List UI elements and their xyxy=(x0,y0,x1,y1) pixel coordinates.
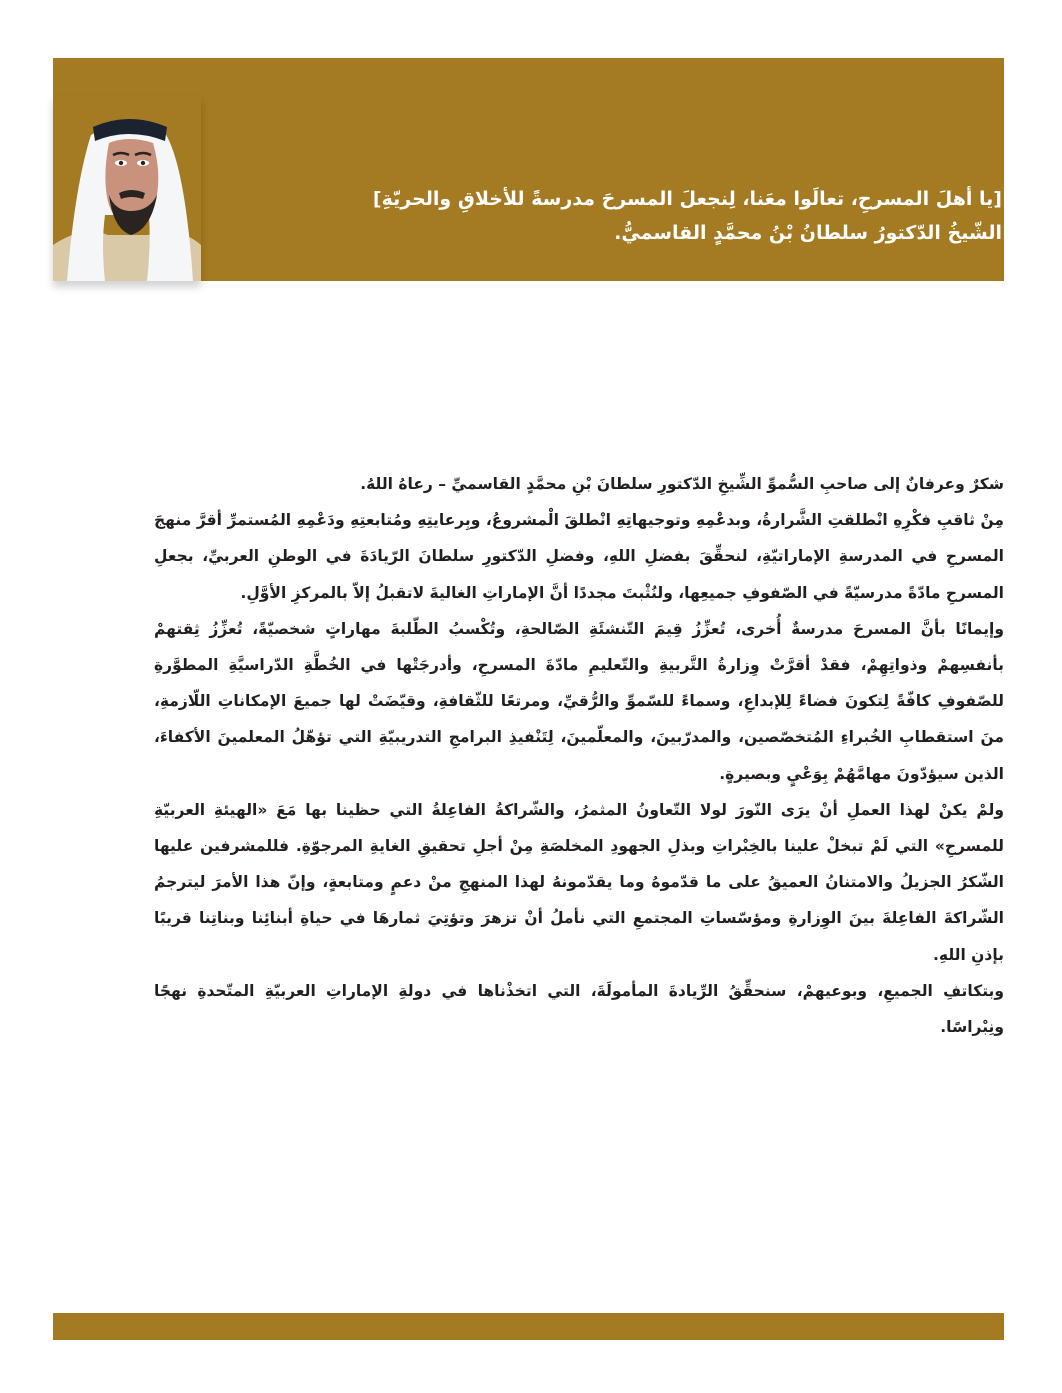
paragraph-origin: مِنْ ثاقبِ فكْرِهِ انْطلقتِ الشَّرارةُ، وبدعْمِهِ وتوجيهاتِهِ انْطلقَ الْمشروعُ، وبِرعايتِهِ ومُتابعتِهِ ودَعْمِهِ المُستمرِّ أقرَّ منهجَ المسرحِ في المدرسةِ الإماراتيّةِ، لنحقِّقَ بفضلِ اللهِ، وفضلِ الدّكتورِ سلطانَ الرّيادَةَ في الوطنِ العربيِّ، بجعلِ المسرحِ مادّةً مدرسيّةً في الصّفوفِ جميعِها، ولنُثْبتَ مجددًا أنَّ الإماراتِ الغاليةَ لاتقبلُ إلاّ بالمركزِ الأوَّلِ. xyxy=(154,511,1004,602)
footer-bar xyxy=(53,1313,1004,1340)
paragraph-closing: وبتكاتفِ الجميعِ، وبوعيهمْ، سنحقِّقُ الرِّيادةَ المأمولَةَ، التي اتخذْناها في دولةِ الإماراتِ العربيّةِ المتّحدةِ نهجًا ونِبْراسًا. xyxy=(154,981,1004,1037)
quote-text: [يا أهلَ المسرحِ، تعالَوا معَنا، لِنجعلَ المسرحَ مدرسةً للأخلاقِ والحريّةِ] xyxy=(372,188,1002,210)
body-text xyxy=(154,466,1004,1045)
person-portrait-icon xyxy=(53,95,201,281)
quote-attribution: الشّيخُ الدّكتورُ سلطانُ بْنُ محمَّدٍ القاسميُّ. xyxy=(614,222,1002,244)
paragraph-ministry: وإيمانًا بأنَّ المسرحَ مدرسةٌ أُخرى، تُعزِّزُ قِيمَ التّنشئَةِ الصّالحةِ، وتُكْسبُ الطّلبةَ مهاراتٍ شخصيّةً، تُعزِّزُ ثِقتهمْ بأنفسِهمْ وذواتِهِمْ، فقدْ أقرَّتْ وِزارةُ التَّربيةِ والتّعليمِ مادّةَ المسرحِ، وأدرجَتْها في الخُطَّةِ الدّراسيَّةِ المطوَّرةِ للصّفوفِ كافّةً لِتكونَ فضاءً لِلإبداعِ، وسماءً للسّموِّ والرُّقيِّ، ومرتعًا للثّقافةِ، وقيّضَتْ لها جميعَ الإمكاناتِ اللّازمةِ، منَ استقطابِ الخُبراءِ المُتخصّصين، والمدرّبينَ، والمعلّمينَ، لِتَنْفيذِ البرامجِ التدريبيّةِ التي تؤهّلُ المعلمينَ الأكفاءَ، الذين سيؤدّونَ مهامَّهُمْ بِوَعْيٍ وبصيرةٍ. xyxy=(154,619,1004,783)
header-quote xyxy=(282,182,1002,250)
portrait-image xyxy=(53,95,201,281)
paragraph-partnership: ولمْ يكنْ لهذا العملِ أنْ يرَى النّورَ لولا التّعاونُ المثمرُ، والشّراكةُ الفاعِلةُ التي حظينا بها مَعَ «الهيئةِ العربيّةِ للمسرحِ» التي لَمْ تبخلْ علينا بالخِبْراتِ وبذلِ الجهودِ المخلصَةِ مِنْ أجلِ تحقيقِ الغايةِ المرجوّةِ. فللمشرفين عليها الشّكرُ الجزيلُ والامتنانُ العميقُ على ما قدّموهُ وما يقدّمونهُ لهذا المنهجِ منْ دعمٍ ومتابعةٍ، وإنّ هذا الأمرَ ليترجمُ الشّراكةَ الفاعِلةَ بينَ الوِزارةِ ومؤسّساتِ المجتمعِ التي نأملُ أنْ تزهرَ وتؤتِيَ ثمارهَا في حياةِ أبنائِنا وبناتِنا قريبًا بإذنِ اللهِ. xyxy=(154,800,1004,964)
paragraph-dedication: شكرٌ وعرفانٌ إلى صاحبِ السُّموِّ الشِّيخِ الدّكتورِ سلطانَ بْنِ محمَّدٍ القاسميِّ – رعاهُ اللهُ. xyxy=(360,475,1004,493)
